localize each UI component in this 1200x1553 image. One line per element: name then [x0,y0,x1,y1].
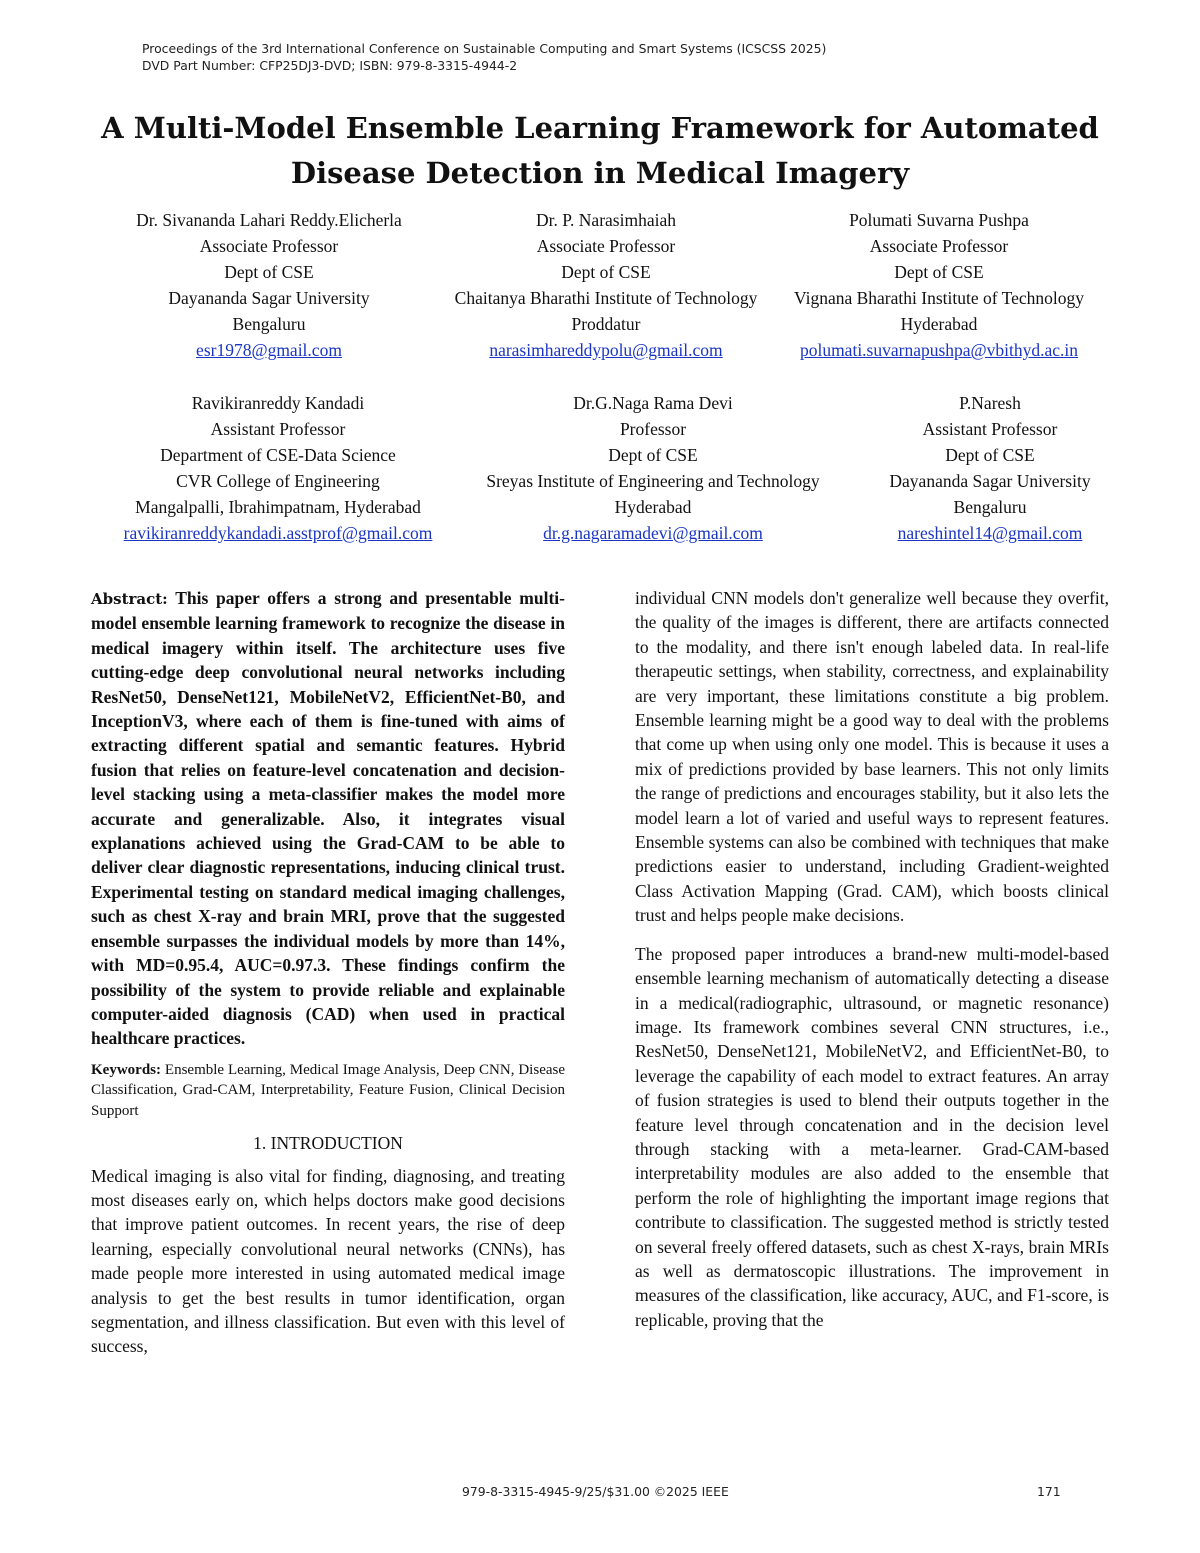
proceedings-line: Proceedings of the 3rd International Conference on Sustainable Computing and Smart Systems (ICSCSS 2025) [142,41,827,56]
author-institution: Vignana Bharathi Institute of Technology [794,288,1084,308]
author-city: Proddatur [571,314,641,334]
author-institution: Dayananda Sagar University [889,471,1091,491]
author-block [486,390,819,546]
author-city: Hyderabad [900,314,978,334]
author-institution: Dayananda Sagar University [168,288,370,308]
author-name: Polumati Suvarna Pushpa [849,210,1029,230]
author-institution: CVR College of Engineering [176,471,380,491]
author-city: Hyderabad [614,497,692,517]
part-number-line: DVD Part Number: CFP25DJ3-DVD; ISBN: 979-8-3315-4944-2 [142,58,518,73]
author-dept: Dept of CSE [894,262,984,282]
title-line-2: Disease Detection in Medical Imagery [290,156,910,190]
author-name: Dr. Sivananda Lahari Reddy.Elicherla [136,210,402,230]
keywords-paragraph [91,1060,565,1122]
author-email-link[interactable]: nareshintel14@gmail.com [897,523,1083,543]
author-role: Assistant Professor [922,419,1058,439]
right-column [635,586,1109,1332]
footer-isbn: 979-8-3315-4945-9/25/$31.00 ©2025 IEEE [462,1484,729,1499]
author-email-link[interactable]: ravikiranreddykandadi.asstprof@gmail.com [123,523,433,543]
author-name: Ravikiranreddy Kandadi [191,393,365,413]
title-line-1: A Multi-Model Ensemble Learning Framework for Automated [101,111,1099,145]
author-role: Associate Professor [536,236,676,256]
author-name: Dr. P. Narasimhaiah [536,210,676,230]
author-dept: Dept of CSE [608,445,698,465]
author-institution: Chaitanya Bharathi Institute of Technology [454,288,758,308]
intro-paragraph-3: The proposed paper introduces a brand-new multi-model-based ensemble learning mechanism of automatically detecting a disease in a medical(radiographic, ultrasound, or magnetic resonance) image. Its framework combines several CNN structures, i.e., ResNet50, DenseNet121, MobileNetV2, and EfficientNet-B0, to leverage the capability of each model to extract features. An array of fusion strategies is used to blend their outputs together in the feature level through concatenation and in the decision level through stacking with a meta-learner. Grad-CAM-based interpretability modules are also added to the ensemble that perform the role of highlighting the important image regions that contribute to classification. The suggested method is strictly tested on several freely offered datasets, such as chest X-rays, brain MRIs as well as dermatoscopic illustrations. The improvement in measures of the classification, like accuracy, AUC, and F1-score, is replicable, proving that the [635,943,1109,1330]
author-dept: Department of CSE-Data Science [160,445,396,465]
keywords-text: Ensemble Learning, Medical Image Analysis, Deep CNN, Disease Classification, Grad-CAM, Interpretability, Feature Fusion, Clinical Decision Support [91,1061,565,1119]
author-institution: Sreyas Institute of Engineering and Technology [486,471,820,491]
abstract-paragraph [91,586,565,1051]
abstract-label: Abstract: [91,590,168,608]
keywords-label: Keywords: [91,1061,161,1078]
page-number: 171 [1037,1484,1061,1499]
author-name: P.Naresh [959,393,1021,413]
left-column [91,586,565,1359]
author-block [455,207,758,363]
author-email-link[interactable]: esr1978@gmail.com [196,340,342,360]
paper-title [60,106,1140,196]
author-role: Professor [619,419,687,439]
author-email-link[interactable]: narasimhareddypolu@gmail.com [489,340,723,360]
author-dept: Dept of CSE [945,445,1035,465]
author-block [794,207,1084,363]
author-name: Dr.G.Naga Rama Devi [573,393,733,413]
author-city: Bengaluru [953,497,1027,517]
author-role: Associate Professor [199,236,339,256]
author-block [136,207,402,363]
author-block [889,390,1090,546]
section-heading-introduction: 1. INTRODUCTION [253,1133,403,1154]
author-email-link[interactable]: polumati.suvarnapushpa@vbithyd.ac.in [799,340,1079,360]
author-email-link[interactable]: dr.g.nagaramadevi@gmail.com [543,523,763,543]
author-role: Assistant Professor [210,419,346,439]
author-city: Bengaluru [232,314,306,334]
proceedings-header [142,40,826,74]
intro-paragraph-1: Medical imaging is also vital for finding, diagnosing, and treating most diseases early on, which helps doctors make good decisions that improve patient outcomes. In recent years, the rise of deep learning, especially convolutional neural networks (CNNs), has made people more interested in using automated medical image analysis to get the best results in tumor identification, organ segmentation, and illness classification. But even with this level of success, [91,1165,565,1357]
author-role: Associate Professor [869,236,1009,256]
author-block [124,390,433,546]
author-dept: Dept of CSE [224,262,314,282]
author-dept: Dept of CSE [561,262,651,282]
abstract-text: This paper offers a strong and presentable multi-model ensemble learning framework to recognize the disease in medical imagery within itself. The architecture uses five cutting-edge deep convolutional neural networks including ResNet50, DenseNet121, MobileNetV2, EfficientNet-B0, and InceptionV3, where each of them is fine-tuned with aims of extracting different spatial and semantic features. Hybrid fusion that relies on feature-level concatenation and decision-level stacking using a meta-classifier makes the model more accurate and generalizable. Also, it integrates visual explanations achieved using the Grad-CAM to be able to deliver clear diagnostic representations, inducing clinical trust. Experimental testing on standard medical imaging challenges, such as chest X-ray and brain MRI, prove that the suggested ensemble surpasses the individual models by more than 14%, with MD=0.95.4, AUC=0.97.3. These findings confirm the possibility of the system to provide reliable and explainable computer-aided diagnosis (CAD) when used in practical healthcare practices. [91,588,565,1049]
author-city: Mangalpalli, Ibrahimpatnam, Hyderabad [135,497,421,517]
intro-paragraph-2: individual CNN models don't generalize well because they overfit, the quality of the images is different, there are artifacts connected to the modality, and there isn't enough labeled data. In real-life therapeutic settings, when stability, correctness, and explainability are very important, these limitations constitute a big problem. Ensemble learning might be a good way to deal with the problems that come up when using only one model. This is because it uses a mix of predictions provided by base learners. This not only limits the range of predictions and encourages stability, but it also lets the model learn a lot of varied and useful ways to represent features. Ensemble systems can also be combined with techniques that make predictions easier to understand, including Gradient-weighted Class Activation Mapping (Grad. CAM), which boosts clinical trust and helps people make decisions. [635,588,1109,926]
